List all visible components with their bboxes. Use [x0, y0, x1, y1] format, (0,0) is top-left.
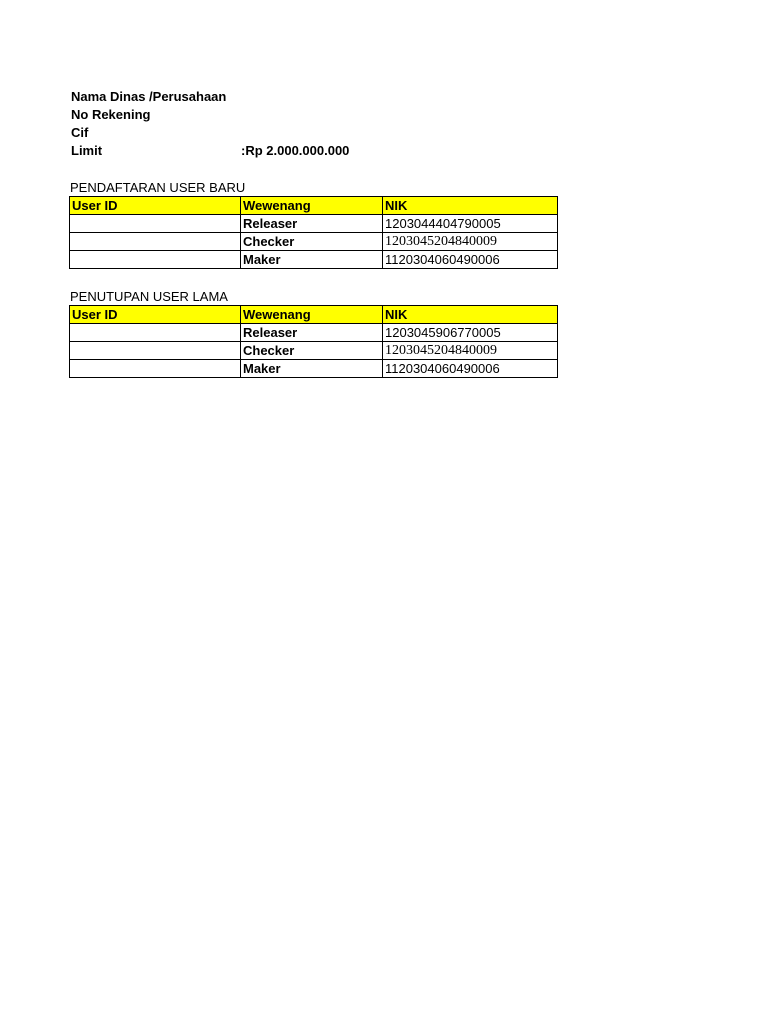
table-row	[70, 251, 558, 269]
user-id-cell[interactable]	[70, 342, 241, 360]
table-header-row	[70, 306, 558, 324]
nik-cell: 1120304060490006	[383, 360, 558, 378]
nik-cell: 1203045906770005	[383, 324, 558, 342]
user-id-cell[interactable]	[70, 251, 241, 269]
limit-label: Limit	[71, 143, 103, 158]
table-row	[70, 215, 558, 233]
header-user-id: User ID	[70, 306, 241, 324]
header-nik: NIK	[383, 306, 558, 324]
user-id-cell[interactable]	[70, 360, 241, 378]
user-id-cell[interactable]	[70, 215, 241, 233]
penutupan-table	[69, 305, 558, 378]
limit-value: :Rp 2.000.000.000	[241, 143, 350, 158]
wewenang-cell: Checker	[241, 342, 383, 360]
table-row	[70, 342, 558, 360]
wewenang-cell: Maker	[241, 360, 383, 378]
wewenang-cell: Checker	[241, 233, 383, 251]
table-row	[70, 324, 558, 342]
header-nik: NIK	[383, 197, 558, 215]
table-row	[70, 233, 558, 251]
nik-cell: 1120304060490006	[383, 251, 558, 269]
cif-label: Cif	[71, 125, 89, 140]
pendaftaran-title: PENDAFTARAN USER BARU	[70, 180, 246, 195]
rekening-label: No Rekening	[71, 107, 151, 122]
header-wewenang: Wewenang	[241, 197, 383, 215]
nik-cell: 1203044404790005	[383, 215, 558, 233]
wewenang-cell: Releaser	[241, 324, 383, 342]
header-wewenang: Wewenang	[241, 306, 383, 324]
nik-cell: 1203045204840009	[383, 233, 558, 251]
nama-label: Nama Dinas /Perusahaan	[71, 89, 227, 104]
penutupan-title: PENUTUPAN USER LAMA	[70, 289, 228, 304]
nik-cell: 1203045204840009	[383, 342, 558, 360]
table-header-row	[70, 197, 558, 215]
user-id-cell[interactable]	[70, 324, 241, 342]
wewenang-cell: Releaser	[241, 215, 383, 233]
wewenang-cell: Maker	[241, 251, 383, 269]
user-id-cell[interactable]	[70, 233, 241, 251]
header-user-id: User ID	[70, 197, 241, 215]
pendaftaran-table	[69, 196, 558, 269]
table-row	[70, 360, 558, 378]
